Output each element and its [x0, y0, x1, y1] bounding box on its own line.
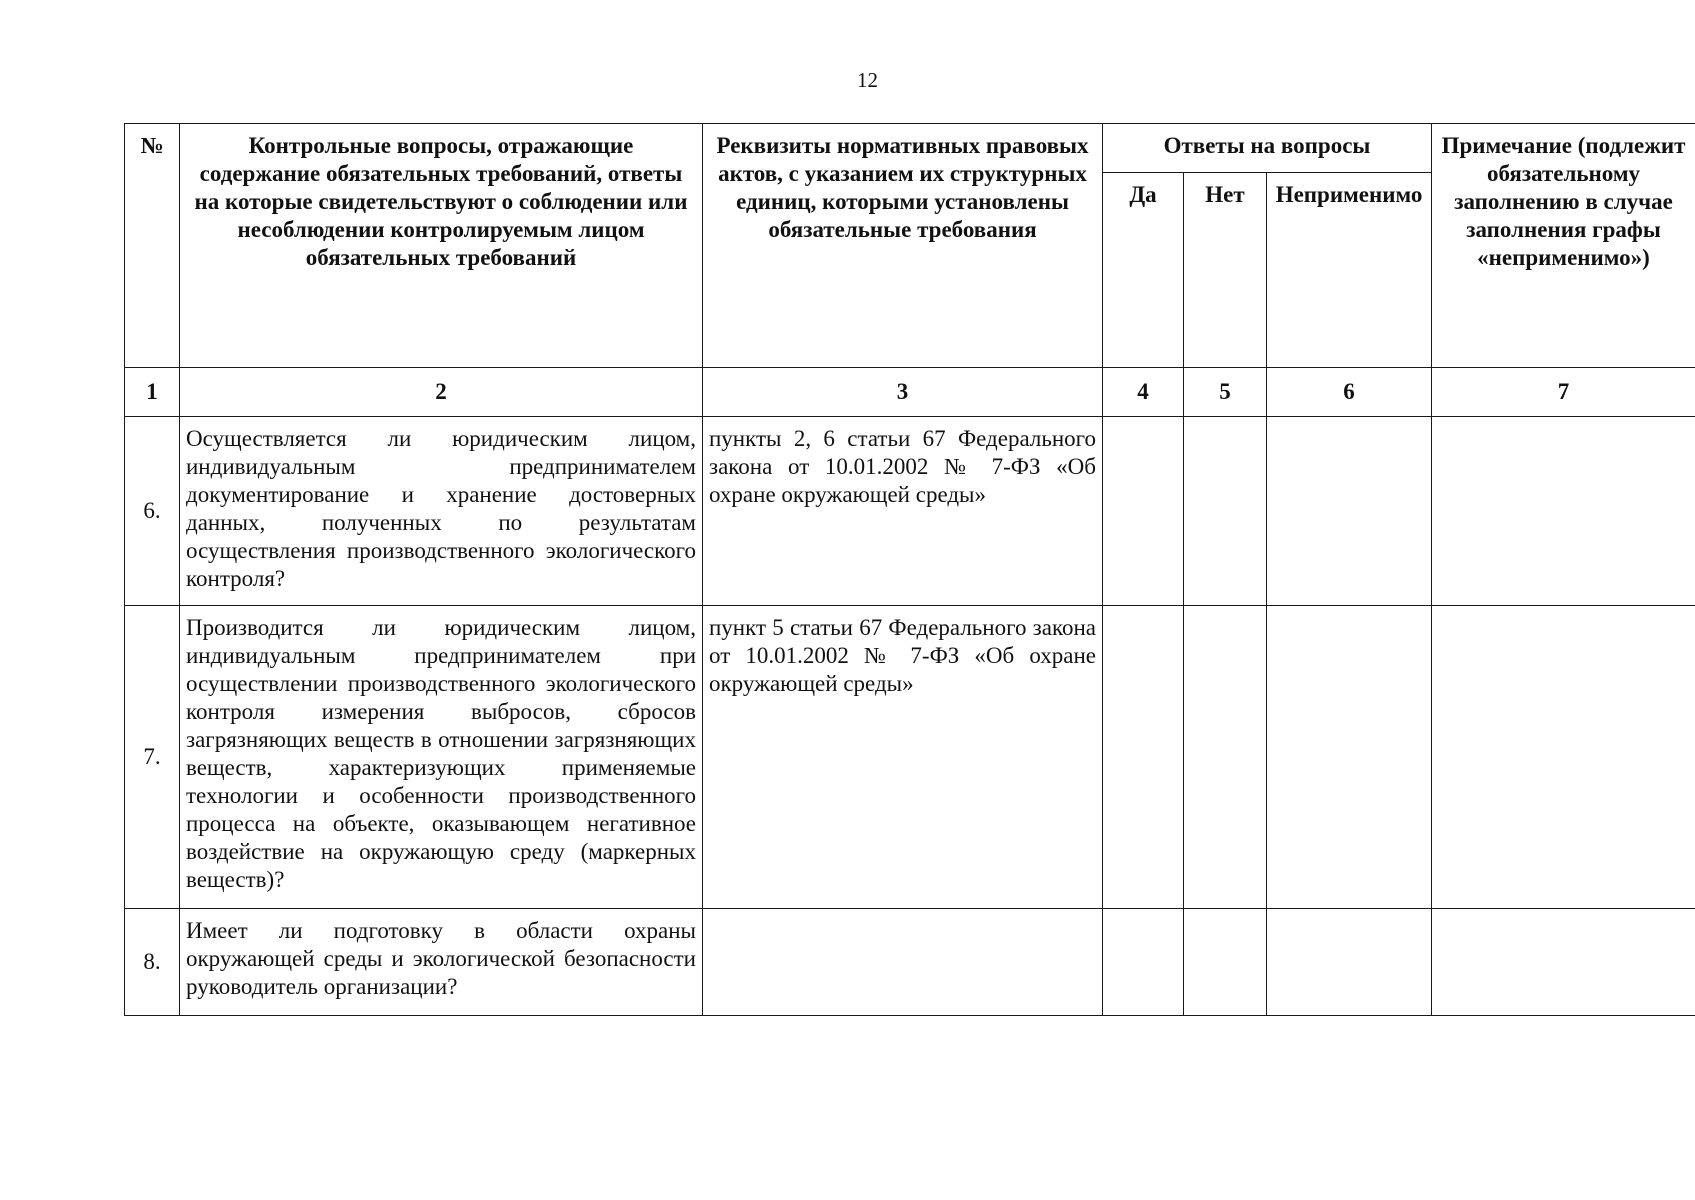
table-row: [125, 909, 1695, 1016]
reference-cell: пункт 5 статьи 67 Федерального закона от 10.01.2002 № 7-ФЗ «Об охране окружающей среды»: [703, 606, 1103, 909]
answer-no-cell[interactable]: [1184, 909, 1267, 1016]
question-cell: Осуществляется ли юридическим лицом, индивидуальным предпринимателем документирование и хранение достоверных данных, полученных по результатам осуществления производственного экологического контроля?: [180, 417, 703, 606]
note-cell[interactable]: [1432, 417, 1695, 606]
answer-yes-cell[interactable]: [1103, 606, 1184, 909]
answer-no-cell[interactable]: [1184, 417, 1267, 606]
question-cell: Производится ли юридическим лицом, индивидуальным предпринимателем при осуществлении производственного экологического контроля измерения выбросов, сбросов загрязняющих веществ в отношении загрязняющих веществ, характеризующих применяемые технологии и особенности производственного процесса на объекте, оказывающем негативное воздействие на окружающую среду (маркерных веществ)?: [180, 606, 703, 909]
note-cell[interactable]: [1432, 606, 1695, 909]
answer-na-cell[interactable]: [1267, 417, 1432, 606]
question-cell: Имеет ли подготовку в области охраны окружающей среды и экологической безопасности руководитель организации?: [180, 909, 703, 1016]
header-answer-yes: Да: [1103, 173, 1184, 368]
table-row: [125, 606, 1695, 909]
column-number-6: 6: [1267, 368, 1432, 417]
header-answer-no: Нет: [1184, 173, 1267, 368]
answer-yes-cell[interactable]: [1103, 417, 1184, 606]
page-number: 12: [857, 68, 878, 92]
column-number-3: 3: [703, 368, 1103, 417]
header-num: №: [125, 124, 180, 368]
column-number-4: 4: [1103, 368, 1184, 417]
answer-no-cell[interactable]: [1184, 606, 1267, 909]
row-number: 8.: [125, 909, 180, 1016]
note-cell[interactable]: [1432, 909, 1695, 1016]
header-answer-na: Неприменимо: [1267, 173, 1432, 368]
header-references: Реквизиты нормативных правовых актов, с указанием их структурных единиц, которыми установлены обязательные требования: [703, 124, 1103, 368]
column-number-7: 7: [1432, 368, 1695, 417]
answer-na-cell[interactable]: [1267, 606, 1432, 909]
header-answers: Ответы на вопросы: [1103, 124, 1432, 173]
reference-cell: [703, 909, 1103, 1016]
row-number: 6.: [125, 417, 180, 606]
table-row: [125, 417, 1695, 606]
column-number-5: 5: [1184, 368, 1267, 417]
header-questions: Контрольные вопросы, отражающие содержание обязательных требований, ответы на которые свидетельствуют о соблюдении или несоблюдении контролируемым лицом обязательных требований: [180, 124, 703, 368]
answer-na-cell[interactable]: [1267, 909, 1432, 1016]
checklist-table: [124, 123, 1695, 1016]
column-number-1: 1: [125, 368, 180, 417]
row-number: 7.: [125, 606, 180, 909]
header-note: Примечание (подлежит обязательному заполнению в случае заполнения графы «неприменимо»): [1432, 124, 1695, 368]
header-row: [125, 124, 1695, 173]
reference-cell: пункты 2, 6 статьи 67 Федерального закона от 10.01.2002 № 7-ФЗ «Об охране окружающей среды»: [703, 417, 1103, 606]
column-number-row: [125, 368, 1695, 417]
column-number-2: 2: [180, 368, 703, 417]
answer-yes-cell[interactable]: [1103, 909, 1184, 1016]
